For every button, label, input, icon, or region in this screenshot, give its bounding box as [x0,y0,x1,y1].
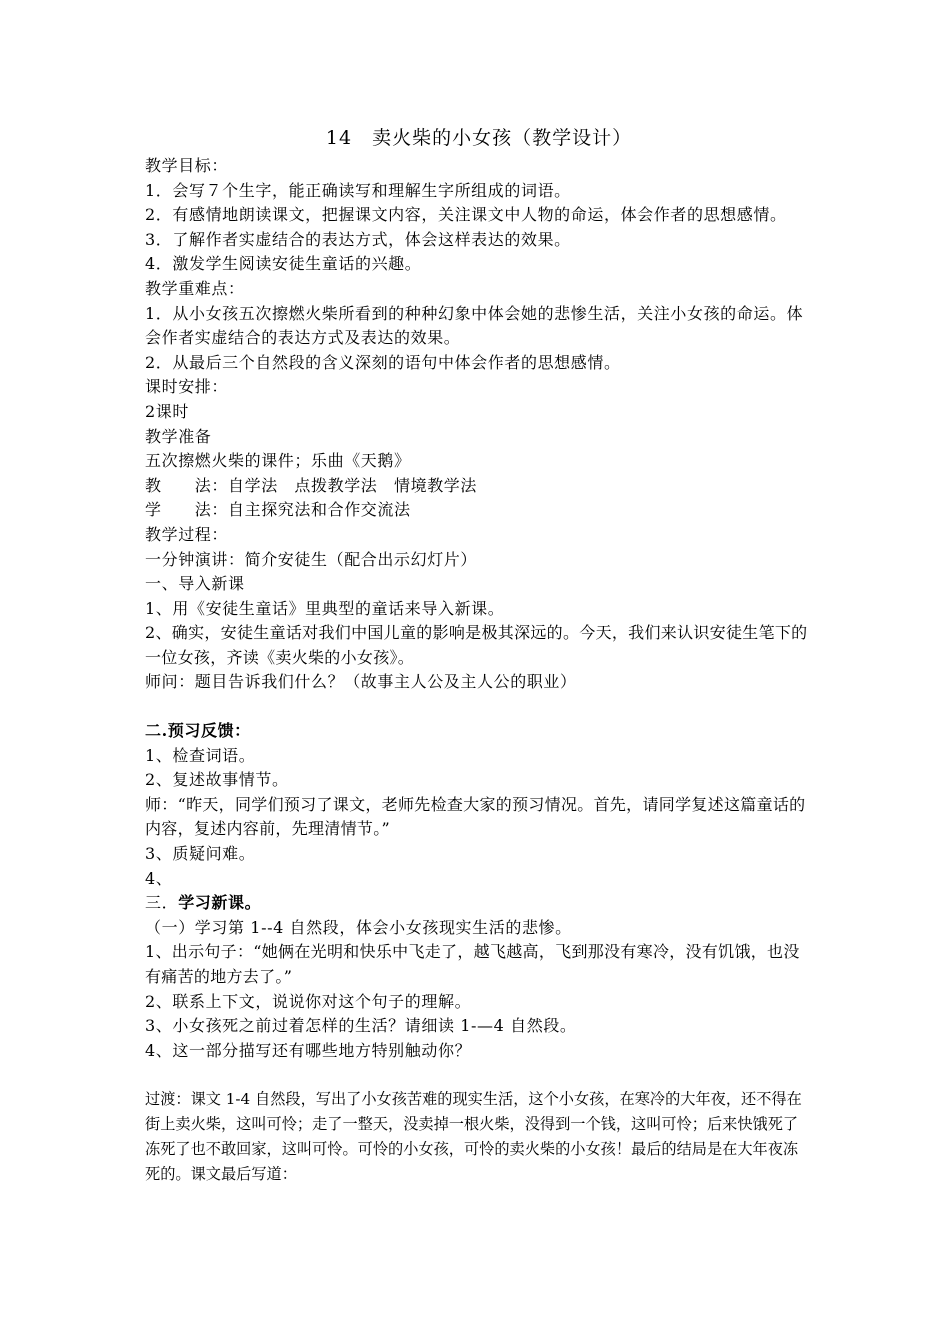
text-line: 2课时 [145,401,189,421]
text-line: 2、确实，安徒生童话对我们中国儿童的影响是极其深远的。今天，我们来认识安徒生笔下的一位女孩，齐读《卖火柴的小女孩》。 [145,623,808,667]
text-line: 2、复述故事情节。 [145,770,289,790]
section-title: 学习新课。 [178,893,262,913]
text-line: 2．从最后三个自然段的含义深刻的语句中体会作者的思想感情。 [145,352,621,372]
document-page [145,122,813,1187]
section-number: 三． [145,893,179,913]
text-line: 教 法：自学法 点拨教学法 情境教学法 [145,475,478,495]
text-line: 一、导入新课 [145,574,245,594]
text-line: 课时安排： [145,377,229,397]
text-line: 1、用《安徒生童话》里典型的童话来导入新课。 [145,598,505,618]
preview-feedback-section [145,719,813,891]
text-line: 学 法：自主探究法和合作交流法 [145,500,411,520]
text-line: 2．有感情地朗读课文，把握课文内容，关注课文中人物的命运，体会作者的思想感情。 [145,205,787,225]
text-line: 3、小女孩死之前过着怎样的生活？请细读 1-—4 自然段。 [145,1016,577,1036]
text-line: 一分钟演讲：简介安徒生（配合出示幻灯片） [145,549,478,569]
text-line: 1、出示句子：“她俩在光明和快乐中飞走了，越飞越高，飞到那没有寒冷，没有饥饿，也没有痛苦的地方去了。” [145,942,800,986]
text-line: 师：“昨天，同学们预习了课文，老师先检查大家的预习情况。首先，请同学复述这篇童话的内容，复述内容前，先理清情节。” [145,794,806,839]
transition-paragraph: 过渡：课文 1-4 自然段，写出了小女孩苦难的现实生活，这个小女孩，在寒冷的大年夜，还不得在街上卖火柴，这叫可怜；走了一整天，没卖掉一根火柴，没得到一个钱，这叫可怜；后来快饿死了冻死了也不敢回家，这叫可怜。可怜的小女孩，可怜的卖火柴的小女孩！最后的结局是在大年夜冻死的。课文最后写道： [145,1090,802,1184]
text-line: 教学过程： [145,524,229,544]
text-line: 教学目标： [145,156,229,175]
new-lesson-section [145,891,813,1063]
text-line: 3、质疑问难。 [145,844,256,864]
section-heading [145,891,813,916]
section-heading: 二.预习反馈： [145,721,251,741]
spacer [145,1063,813,1087]
text-line: （一）学习第 1--4 自然段，体会小女孩现实生活的悲惨。 [145,917,572,937]
text-line: 2、联系上下文，说说你对这个句子的理解。 [145,991,472,1011]
text-line: 师问：题目告诉我们什么？（故事主人公及主人公的职业） [145,672,577,692]
text-line: 1．会写７个生字，能正确读写和理解生字所组成的词语。 [145,180,571,200]
text-line: 五次擦燃火柴的课件；乐曲《天鹅》 [145,451,411,471]
text-line: 4、 [145,868,173,888]
text-line: 1、检查词语。 [145,745,256,765]
intro-section [145,154,813,695]
text-line: 4、这一部分描写还有哪些地方特别触动你？ [145,1040,472,1060]
text-line: 教学准备 [145,426,212,446]
document-title: 14 卖火柴的小女孩（教学设计） [325,127,633,149]
text-line: 1．从小女孩五次擦燃火柴所看到的种种幻象中体会她的悲惨生活，关注小女孩的命运。体会作者实虚结合的表达方式及表达的效果。 [145,303,804,348]
text-line: 4．激发学生阅读安徒生童话的兴趣。 [145,254,422,274]
text-line: 3．了解作者实虚结合的表达方式，体会这样表达的效果。 [145,229,571,249]
text-line: 教学重难点： [145,278,245,298]
spacer [145,695,813,719]
